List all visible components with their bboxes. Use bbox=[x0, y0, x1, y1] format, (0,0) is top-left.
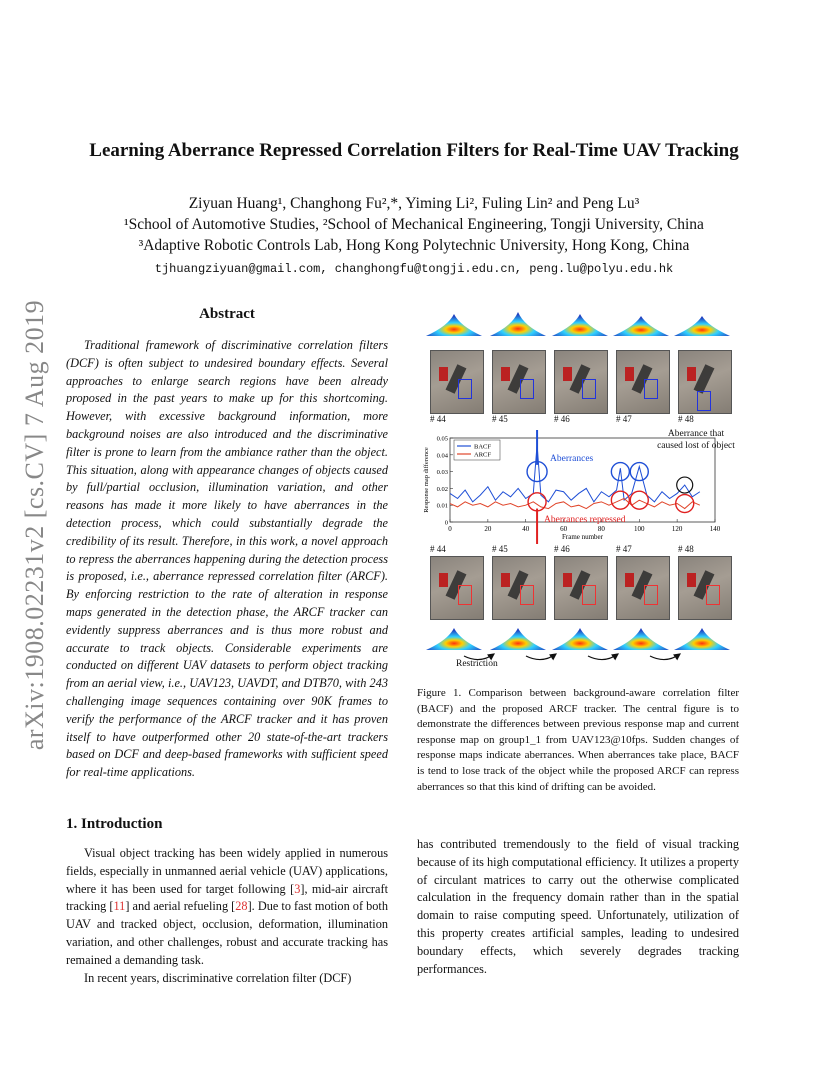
intro-text: ]. Due to fast motion of both UAV and tracked object, occlusion, deformation, illumination variation, and other challenges, robust and accurate tracking has remained a demanding task. bbox=[66, 899, 388, 967]
affiliation-1: ¹School of Automotive Studies, ²School of Mechanical Engineering, Tongji University, China bbox=[124, 216, 704, 233]
frame-label: # 48 bbox=[678, 414, 694, 424]
intro-text: ] and aerial refueling [ bbox=[125, 899, 236, 914]
frame-label: # 48 bbox=[678, 544, 694, 554]
restriction-arrow bbox=[526, 654, 556, 660]
y-tick-label: 0.02 bbox=[436, 485, 448, 493]
x-tick-label: 20 bbox=[484, 525, 492, 533]
aberrance-lost-annotation: Aberrance that caused lost of object bbox=[657, 429, 735, 451]
frame-label: # 47 bbox=[616, 414, 632, 424]
y-tick-label: 0 bbox=[444, 519, 448, 527]
x-tick-label: 140 bbox=[709, 525, 721, 533]
aberrances-annotation: Aberrances bbox=[550, 454, 594, 464]
frame-label: # 45 bbox=[492, 414, 508, 424]
intro-text: Visual object tracking has been widely applied in numerous fields, especially in unmanned aerial vehicle (UAV) applications, where it has been used for target following [ bbox=[66, 845, 388, 896]
top-response-maps bbox=[420, 310, 740, 340]
response-map bbox=[426, 628, 482, 650]
arxiv-identifier: arXiv:1908.02231v2 [cs.CV] 7 Aug 2019 bbox=[20, 299, 49, 751]
frame-label: # 44 bbox=[430, 544, 446, 554]
y-tick-label: 0.04 bbox=[436, 452, 448, 460]
intro-paragraph-2: In recent years, discriminative correlation filter (DCF) bbox=[84, 970, 352, 985]
bacf-frame-thumbnail bbox=[616, 350, 670, 414]
frame-label: # 45 bbox=[492, 544, 508, 554]
restriction-arrow bbox=[588, 654, 618, 660]
y-axis-label: Response map difference bbox=[423, 447, 430, 513]
restriction-label: Restriction bbox=[456, 659, 498, 669]
abstract-heading: Abstract bbox=[199, 306, 255, 322]
arxiv-sidebar bbox=[18, 290, 52, 760]
repressed-circle bbox=[528, 493, 546, 511]
arcf-frame-thumbnail bbox=[492, 556, 546, 620]
response-map bbox=[552, 314, 608, 336]
response-map bbox=[613, 316, 669, 336]
response-map bbox=[552, 628, 608, 650]
x-tick-label: 100 bbox=[634, 525, 645, 533]
abstract-text: Traditional framework of discriminative correlation filters (DCF) is often subject to undesired boundary effects. Several approaches to enlarge search regions have been already proposed in the past years to make up for this shortcoming. However, with excessive background information, more background noises are also introduced and the discriminative filter is prone to learn from the ambiance rather than the object. This situation, along with appearance changes of objects caused by full/partial occlusion, illumination variation, and other reasons has made it more likely to have aberrances in the detection process, which could substantially degrade the credibility of its result. Therefore, in this work, a novel approach to repress the aberrances happening during the detection process is proposed, i.e., aberrance repressed correlation filter (ARCF). By enforcing restriction to the rate of alteration in response maps generated in the detection phase, the ARCF tracker can evidently suppress aberrances and is thus more robust and accurate to track objects. Considerable experiments are conducted on different UAV datasets to perform object tracking from an aerial view, i.e., UAV123, UAVDT, and DTB70, with 243 challenging image sequences containing over 90K frames to verify the performance of the ARCF tracker and it has proven itself to have outperformed other 20 state-of-the-art trackers based on DCF and deep-based frameworks with sufficient speed for real-time applications. bbox=[66, 338, 388, 780]
response-map bbox=[674, 628, 730, 650]
intro-paragraph-1 bbox=[66, 845, 388, 970]
bacf-frame-thumbnail bbox=[554, 350, 608, 414]
bacf-frame-thumbnail bbox=[678, 350, 732, 414]
x-tick-label: 60 bbox=[560, 525, 568, 533]
response-map bbox=[490, 312, 546, 336]
frame-label: # 47 bbox=[616, 544, 632, 554]
paper-title: Learning Aberrance Repressed Correlation Filters for Real-Time UAV Tracking bbox=[89, 140, 739, 161]
arcf-frame-thumbnail bbox=[616, 556, 670, 620]
frame-label: # 46 bbox=[554, 414, 570, 424]
x-tick-label: 120 bbox=[671, 525, 683, 533]
author-names: Ziyuan Huang¹, Changhong Fu²,*, Yiming Li², Fuling Lin² and Peng Lu³ bbox=[188, 195, 640, 212]
x-tick-label: 40 bbox=[522, 525, 530, 533]
frame-label: # 46 bbox=[554, 544, 570, 554]
citation-link[interactable]: 28 bbox=[235, 899, 248, 914]
response-map bbox=[490, 628, 546, 650]
citation-link[interactable]: 11 bbox=[113, 899, 126, 914]
y-tick-label: 0.03 bbox=[436, 469, 448, 477]
arcf-frame-thumbnail bbox=[554, 556, 608, 620]
response-map bbox=[674, 316, 730, 336]
aberrances-repressed-annotation: Aberrances repressed bbox=[544, 515, 626, 525]
x-tick-label: 0 bbox=[448, 525, 452, 533]
legend-label: BACF bbox=[474, 443, 491, 451]
bacf-frame-thumbnail bbox=[430, 350, 484, 414]
restriction-arrow bbox=[650, 654, 680, 660]
x-axis-label: Frame number bbox=[561, 533, 604, 541]
legend-label: ARCF bbox=[474, 451, 491, 459]
response-map bbox=[426, 314, 482, 336]
citation-link[interactable]: 3 bbox=[294, 881, 301, 896]
affiliation-2: ³Adaptive Robotic Controls Lab, Hong Kong Polytechnic University, Hong Kong, China bbox=[138, 237, 690, 254]
author-emails: tjhuangziyuan@gmail.com, changhongfu@tongji.edu.cn, peng.lu@polyu.edu.hk bbox=[154, 262, 674, 276]
response-map bbox=[613, 628, 669, 650]
y-tick-label: 0.05 bbox=[436, 435, 448, 443]
left-column bbox=[66, 306, 388, 987]
x-tick-label: 80 bbox=[597, 525, 605, 533]
figure-1 bbox=[420, 310, 740, 672]
intro-text: ], mid-air aircraft tracking [ bbox=[66, 881, 388, 914]
figure-caption: Figure 1. Comparison between background-aware correlation filter (BACF) and the proposed ARCF tracker. The central figure is to demonstrate the differences between previous response map and current response map on group1_1 from UAV123@10fps. Sudden changes of response maps indicate aberrances. When aberrances take place, BACF is tend to lose track of the object while the proposed ARCF can repress aberrances so that this kind of drifting can be avoided. bbox=[417, 687, 739, 793]
introduction-heading: 1. Introduction bbox=[66, 815, 163, 832]
right-column bbox=[417, 836, 739, 978]
arcf-frame-thumbnail bbox=[678, 556, 732, 620]
frame-label: # 44 bbox=[430, 414, 446, 424]
author-block bbox=[0, 193, 828, 280]
bacf-frame-thumbnail bbox=[492, 350, 546, 414]
y-tick-label: 0.01 bbox=[436, 502, 448, 510]
arcf-frame-thumbnail bbox=[430, 556, 484, 620]
series-line-arcf bbox=[450, 498, 700, 508]
intro-paragraph-3: has contributed tremendously to the field of visual tracking because of its high computational efficiency. It utilizes a property of circulant matrices to carry out the otherwise complicated calculation in the frequency domain rather than in the spatial domain to raise computing speed. Unfortunately, utilization of this property creates artificial samples, leading to undesired boundary effects, which severely degrades tracking performances. bbox=[417, 837, 740, 976]
